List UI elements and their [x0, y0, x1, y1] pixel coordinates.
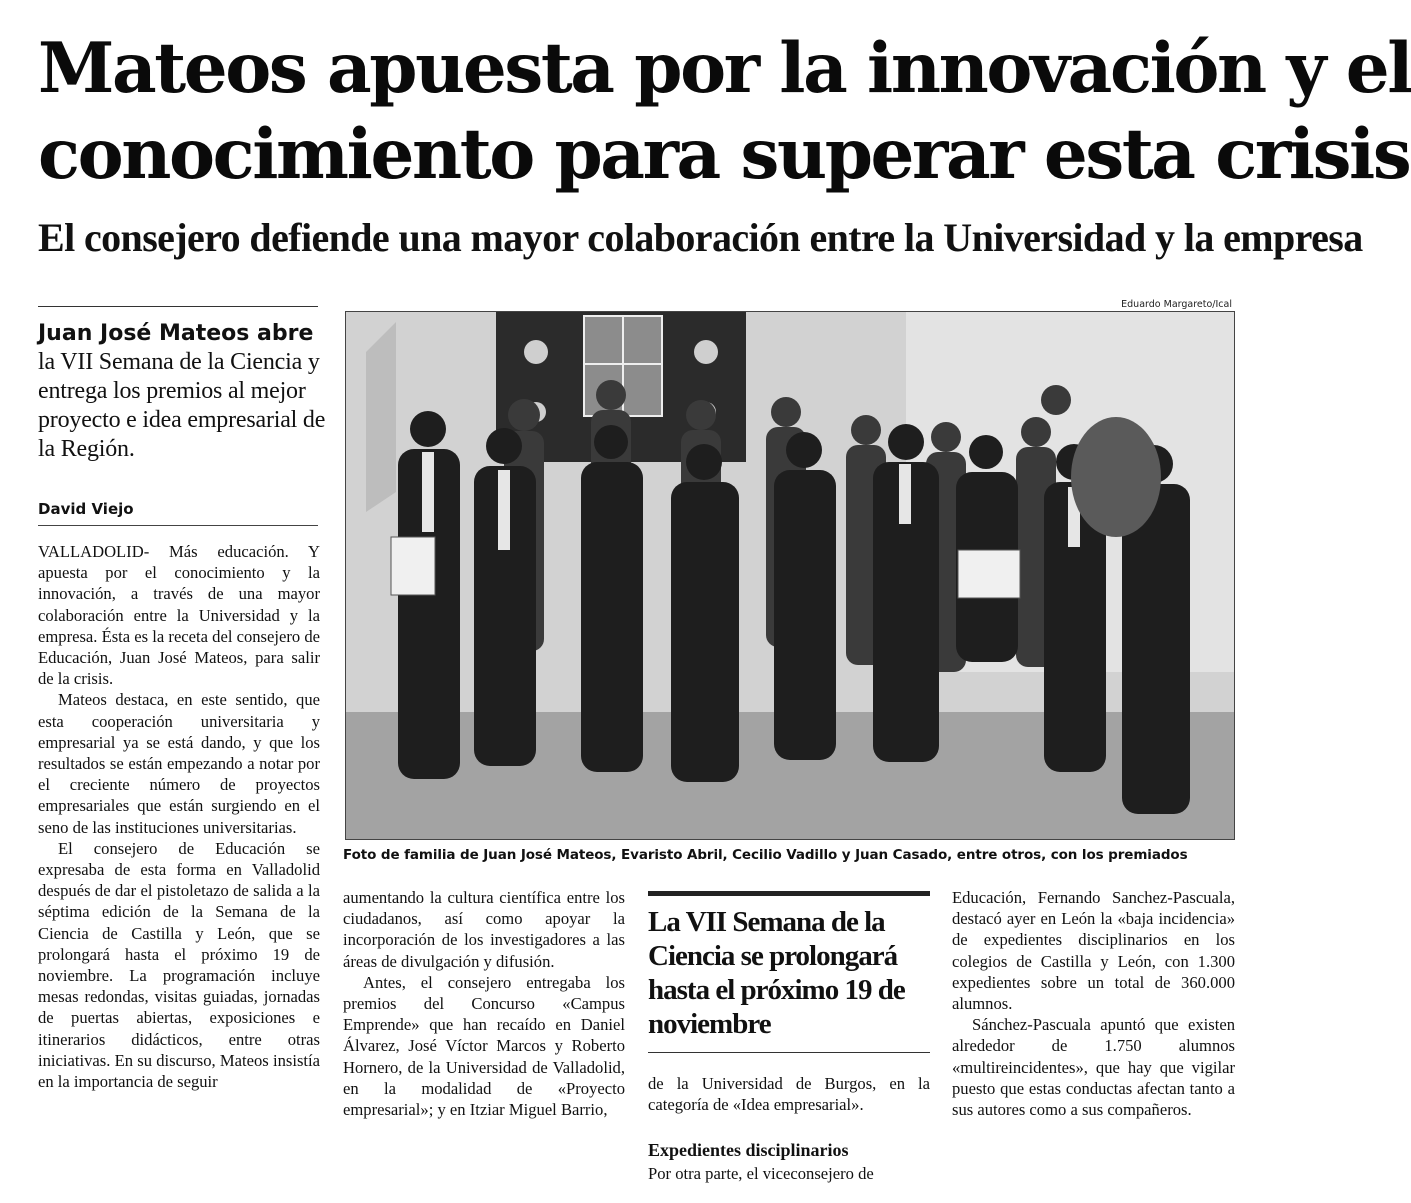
paragraph: aumentando la cultura científica entre los ciudadanos, así como apoyar la incorporación de los investigadores a las áreas de divulgación y difusión.	[343, 888, 625, 971]
article-column-3-continued	[648, 1163, 930, 1184]
headline	[38, 26, 1411, 198]
article-column-3	[648, 1073, 930, 1115]
article-column-2	[343, 887, 625, 1120]
article-column-4	[952, 887, 1235, 1120]
paragraph: Antes, el consejero entregaba los premios del Concurso «Campus Emprende» que han recaído en Daniel Álvarez, José Víctor Marcos y Roberto Hornero, de la Universidad de Valladolid, en la modalidad de «Proyecto empresarial»; y en Itziar Miguel Barrio,	[343, 972, 625, 1120]
pull-quote: La VII Semana de la Ciencia se prolongará hasta el próximo 19 de noviembre	[648, 906, 905, 1040]
paragraph: El consejero de Educación se expresaba de esta forma en Valladolid después de dar el pistoletazo de salida a la séptima edición de la Semana de la Ciencia de Castilla y León, que se prolongará hasta el próximo 19 de noviembre. La programación incluye mesas redondas, visitas guiadas, jornadas de puertas abiertas, exposiciones e itinerarios didácticos, entre otras iniciativas. En su discurso, Mateos insistía en la importancia de seguir	[38, 838, 320, 1092]
headline-line-1: Mateos apuesta por la innovación y el	[38, 28, 1411, 109]
pull-quote-rule	[648, 891, 930, 896]
photo-credit: Eduardo Margareto/Ical	[1121, 299, 1232, 310]
paragraph: Educación, Fernando Sanchez-Pascuala, destacó ayer en León la «baja incidencia» de expedientes disciplinarios en los colegios de Castilla y León, con 1.300 expedientes sobre un total de 360.000 alumnos.	[952, 888, 1235, 1014]
group-photo	[345, 311, 1235, 840]
pull-quote-bottom-rule	[648, 1052, 930, 1053]
paragraph: Mateos destaca, en este sentido, que esta cooperación universitaria y empresarial ya se está dando, y que los resultados se están empezando a notar por el creciente número de proyectos empresariales que están surgiendo en el seno de las instituciones universitarias.	[38, 690, 320, 837]
paragraph: VALLADOLID- Más educación. Y apuesta por el conocimiento y la innovación, a través de una mayor colaboración entre la Universidad y la empresa. Ésta es la receta del consejero de Educación, Juan José Mateos, para salir de la crisis.	[38, 542, 320, 689]
subheadline: El consejero defiende una mayor colaboración entre la Universidad y la empresa	[38, 215, 1363, 260]
photo-caption: Foto de familia de Juan José Mateos, Evaristo Abril, Cecilio Vadillo y Juan Casado, entre otros, con los premiados	[343, 847, 1188, 863]
section-subheading: Expedientes disciplinarios	[648, 1140, 849, 1160]
byline-rule	[38, 525, 318, 526]
group-photo-illustration	[346, 312, 1234, 839]
lead-body: la VII Semana de la Ciencia y entrega los premios al mejor proyecto e idea empresarial de la Región.	[38, 349, 326, 462]
byline: David Viejo	[38, 500, 134, 518]
article-column-1	[38, 541, 320, 1092]
paragraph: Sánchez-Pascuala apuntó que existen alrededor de 1.750 alumnos «multireincidentes», que hay que vigilar puesto que estas conductas afectan tanto a sus autores como a sus compañeros.	[952, 1015, 1235, 1120]
paragraph: de la Universidad de Burgos, en la categoría de «Idea empresarial».	[648, 1074, 930, 1115]
lead-title: Juan José Mateos abre	[38, 321, 314, 346]
headline-line-2: conocimiento para superar esta crisis	[38, 114, 1410, 195]
paragraph: Por otra parte, el viceconsejero de	[648, 1164, 874, 1183]
divider-rule	[38, 306, 318, 307]
